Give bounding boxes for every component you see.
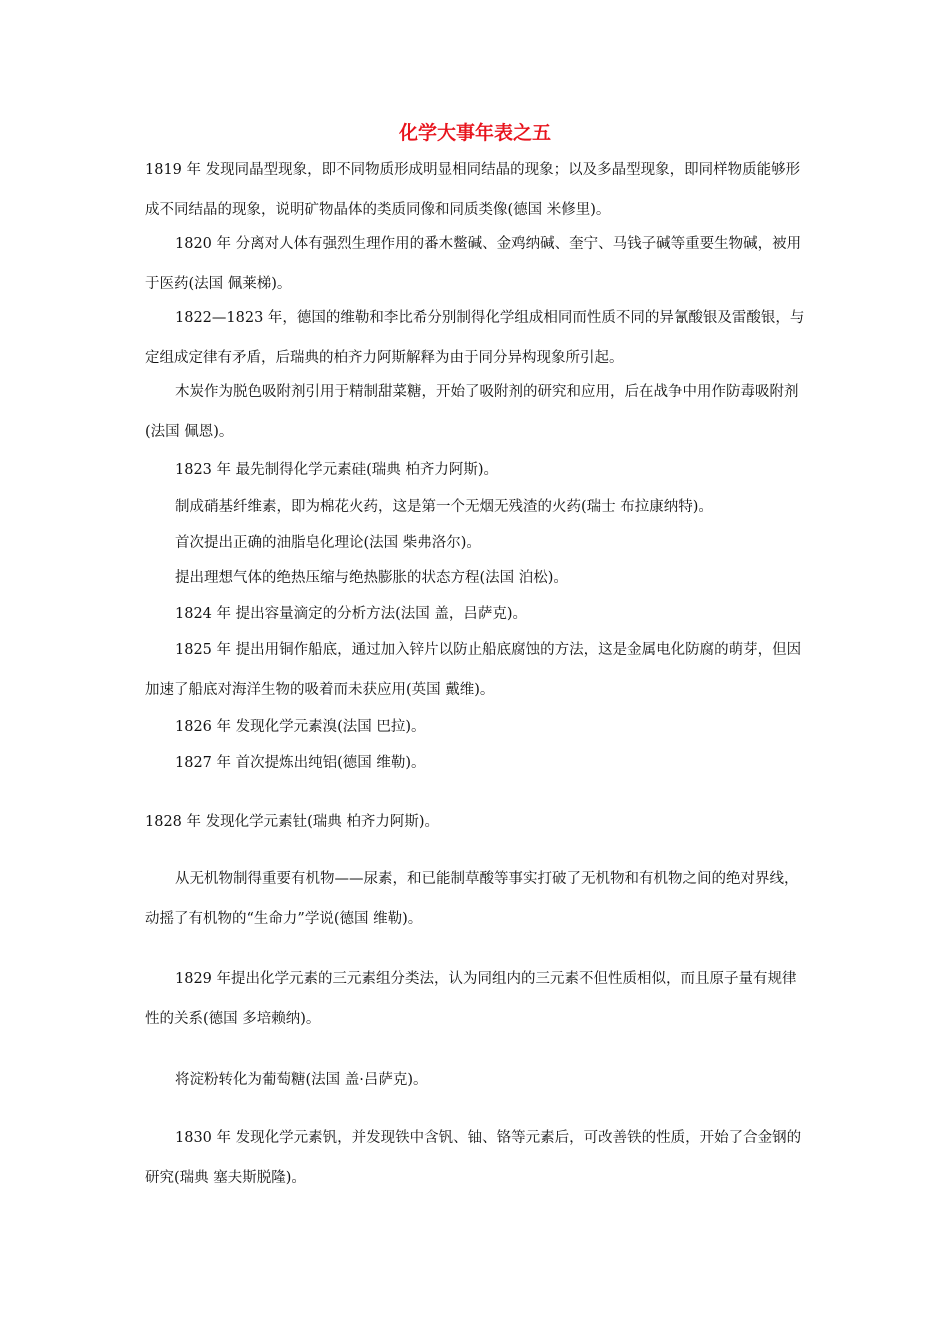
paragraph-1820: 1820 年 分离对人体有强烈生理作用的番木鳖碱、金鸡纳碱、奎宁、马钱子碱等重要生物碱，被用于医药(法国 佩莱梯)。 <box>145 236 802 292</box>
paragraph-1830: 1830 年 发现化学元素钒，并发现铁中含钒、铀、铬等元素后，可改善铁的性质，开始了合金钢的研究(瑞典 塞夫斯脱隆)。 <box>145 1130 802 1186</box>
paragraph-1825: 1825 年 提出用铜作船底，通过加入锌片以防止船底腐蚀的方法，这是金属电化防腐的萌芽，但因加速了船底对海洋生物的吸着而未获应用(英国 戴维)。 <box>145 642 802 698</box>
paragraph-ideal-gas: 提出理想气体的绝热压缩与绝热膨胀的状态方程(法国 泊松)。 <box>175 570 568 586</box>
paragraph-1828: 1828 年 发现化学元素钍(瑞典 柏齐力阿斯)。 <box>145 814 440 830</box>
paragraph-urea: 从无机物制得重要有机物——尿素，和已能制草酸等事实打破了无机物和有机物之间的绝对界线，动摇了有机物的“生命力”学说(德国 维勒)。 <box>145 871 799 927</box>
paragraph-starch: 将淀粉转化为葡萄糖(法国 盖·吕萨克)。 <box>175 1072 428 1088</box>
paragraph-charcoal: 木炭作为脱色吸附剂引用于精制甜菜糖，开始了吸附剂的研究和应用，后在战争中用作防毒吸附剂(法国 佩恩)。 <box>145 384 799 440</box>
paragraph-1827: 1827 年 首次提炼出纯铝(德国 维勒)。 <box>175 755 426 771</box>
paragraph-1826: 1826 年 发现化学元素溴(法国 巴拉)。 <box>175 719 426 735</box>
paragraph-1829: 1829 年提出化学元素的三元素组分类法，认为同组内的三元素不但性质相似，而且原子量有规律性的关系(德国 多培赖纳)。 <box>145 971 797 1027</box>
paragraph-1819: 1819 年 发现同晶型现象，即不同物质形成明显相同结晶的现象；以及多晶型现象，即同样物质能够形成不同结晶的现象，说明矿物晶体的类质同像和同质类像(德国 米修里)。 <box>145 162 801 218</box>
paragraph-1823-silicon: 1823 年 最先制得化学元素硅(瑞典 柏齐力阿斯)。 <box>175 462 499 478</box>
paragraph-saponification: 首次提出正确的油脂皂化理论(法国 柴弗洛尔)。 <box>175 535 481 551</box>
paragraph-1822: 1822—1823 年，德国的维勒和李比希分别制得化学组成相同而性质不同的异氰酸银及雷酸银，与定组成定律有矛盾，后瑞典的柏齐力阿斯解释为由于同分异构现象所引起。 <box>145 310 805 366</box>
document-title: 化学大事年表之五 <box>398 122 551 144</box>
paragraph-1824: 1824 年 提出容量滴定的分析方法(法国 盖，吕萨克)。 <box>175 606 528 622</box>
paragraph-nitrocellulose: 制成硝基纤维素，即为棉花火药，这是第一个无烟无残渣的火药(瑞士 布拉康纳特)。 <box>175 499 713 515</box>
